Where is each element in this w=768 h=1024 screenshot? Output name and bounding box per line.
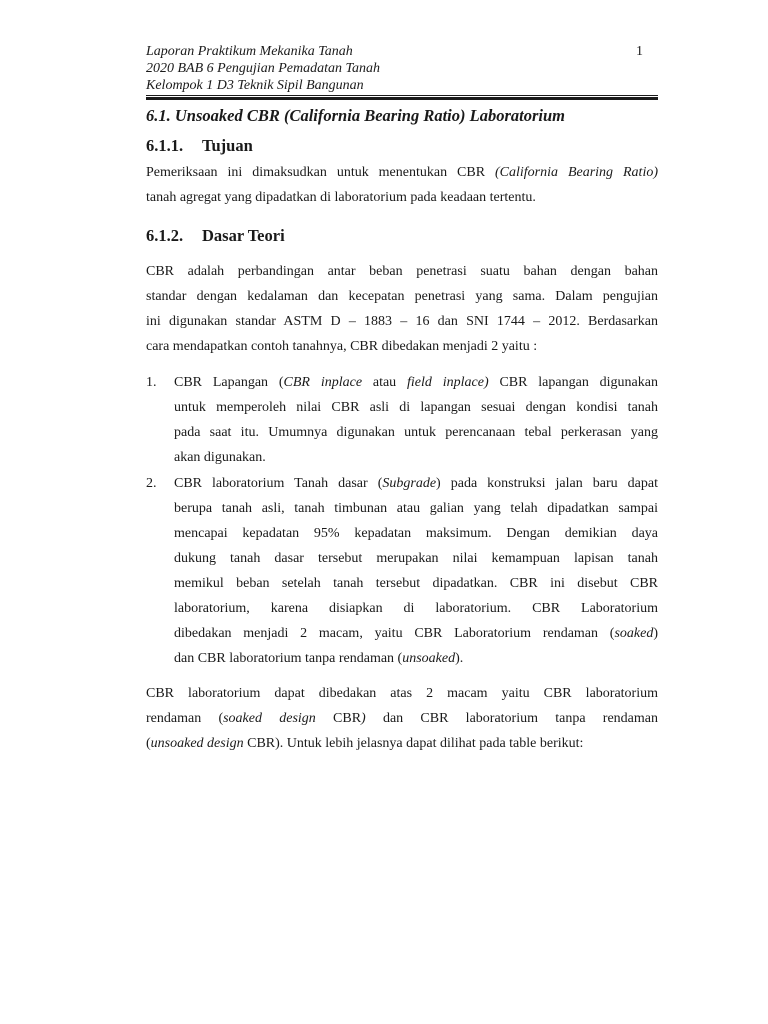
text-line: memikul beban setelah tanah tersebut dipadatkan. CBR ini disebut CBR: [174, 576, 658, 591]
header-line-3: Kelompok 1 D3 Teknik Sipil Bangunan: [146, 78, 364, 93]
text-line: rendaman (soaked design CBR) dan CBR laboratorium tanpa rendaman: [146, 711, 658, 726]
header-line-2: 2020 BAB 6 Pengujian Pemadatan Tanah: [146, 61, 380, 76]
text-line: cara mendapatkan contoh tanahnya, CBR dibedakan menjadi 2 yaitu :: [146, 339, 538, 354]
text-line: akan digunakan.: [174, 450, 266, 465]
text-line: dibedakan menjadi 2 macam, yaitu CBR Laboratorium rendaman (soaked): [174, 626, 658, 641]
text-line: ini digunakan standar ASTM D – 1883 – 16 dan SNI 1744 – 2012. Berdasarkan: [146, 314, 658, 329]
subsection-title: Dasar Teori: [202, 226, 285, 245]
dasar-teori-paragraph: [146, 259, 658, 359]
text-line: standar dengan kedalaman dan kecepatan penetrasi yang sama. Dalam pengujian: [146, 289, 658, 304]
page-number: 1: [636, 44, 643, 59]
text-line: pada saat itu. Umumnya digunakan untuk perencanaan tebal perkerasan yang: [174, 425, 658, 440]
header-line-1: Laporan Praktikum Mekanika Tanah: [146, 44, 353, 59]
subsection-title: Tujuan: [202, 136, 253, 155]
list-item-1: [174, 370, 658, 470]
list-number-2: 2.: [146, 476, 157, 491]
text-line: mencapai kepadatan 95% kepadatan maksimum. Dengan demikian daya: [174, 526, 658, 541]
subsection-heading-tujuan: [146, 136, 253, 156]
header-rule-thin: [146, 95, 658, 96]
subsection-number: 6.1.2.: [146, 226, 184, 245]
text-line: Pemeriksaan ini dimaksudkan untuk menentukan CBR (California Bearing Ratio): [146, 165, 658, 180]
list-item-2: [174, 471, 658, 671]
text-line: tanah agregat yang dipadatkan di laboratorium pada keadaan tertentu.: [146, 190, 536, 205]
text-line: (unsoaked design CBR). Untuk lebih jelasnya dapat dilihat pada table berikut:: [146, 736, 584, 751]
tujuan-paragraph: [146, 160, 658, 210]
text-line: CBR Lapangan (CBR inplace atau field inplace) CBR lapangan digunakan: [174, 375, 658, 390]
text-line: CBR laboratorium Tanah dasar (Subgrade) pada konstruksi jalan baru dapat: [174, 476, 658, 491]
text-line: CBR adalah perbandingan antar beban penetrasi suatu bahan dengan bahan: [146, 264, 658, 279]
text-line: laboratorium, karena disiapkan di laboratorium. CBR Laboratorium: [174, 601, 658, 616]
section-heading: 6.1. Unsoaked CBR (California Bearing Ratio) Laboratorium: [146, 106, 565, 125]
text-line: untuk memperoleh nilai CBR asli di lapangan sesuai dengan kondisi tanah: [174, 400, 658, 415]
text-line: berupa tanah asli, tanah timbunan atau galian yang telah dipadatkan sampai: [174, 501, 658, 516]
text-line: CBR laboratorium dapat dibedakan atas 2 macam yaitu CBR laboratorium: [146, 686, 658, 701]
text-line: dan CBR laboratorium tanpa rendaman (unsoaked).: [174, 651, 464, 666]
header-rule-thick: [146, 97, 658, 100]
closing-paragraph: [146, 681, 658, 756]
subsection-heading-dasar-teori: [146, 226, 285, 246]
subsection-number: 6.1.1.: [146, 136, 184, 155]
list-number-1: 1.: [146, 375, 157, 390]
text-line: dukung tanah dasar tersebut merupakan nilai kemampuan lapisan tanah: [174, 551, 658, 566]
